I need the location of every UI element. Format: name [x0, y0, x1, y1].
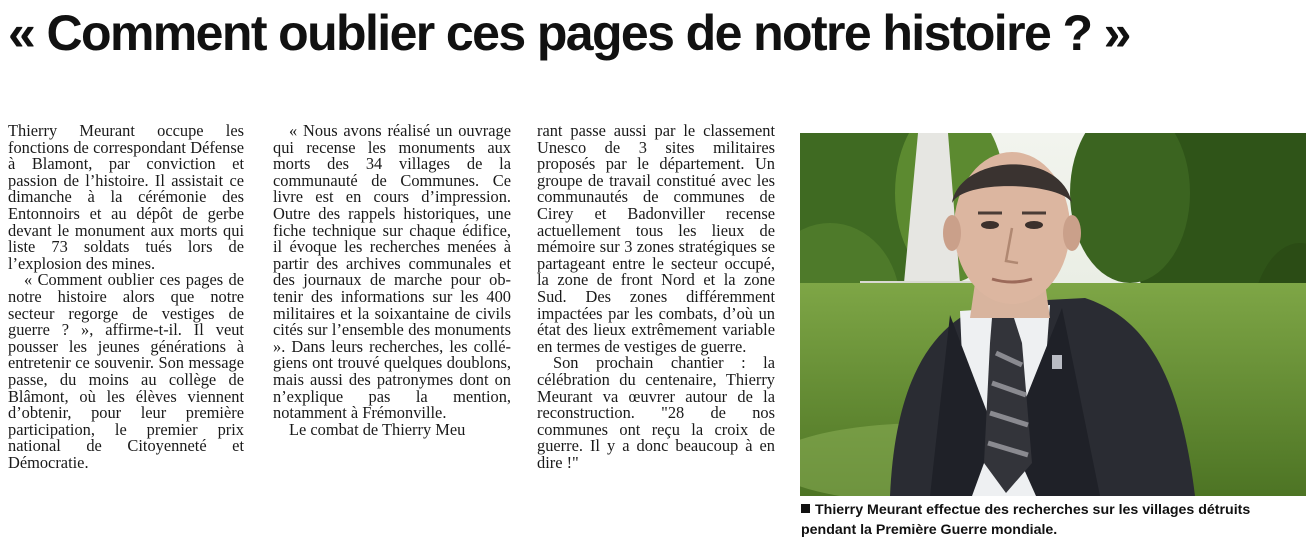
caption-text: Thierry Meurant effectue des recherches sur les villages détruits pendant la Première Guerre mondiale. [801, 502, 1251, 538]
portrait-photo [800, 133, 1306, 496]
paragraph: Son prochain chantier : la célébration du centenaire, Thierry Meurant va œuvrer autour de la reconstruction. "28 de nos communes ont reçu la croix de guerre. Il y a donc beaucoup à en dire !" [537, 353, 775, 472]
paragraph: Thierry Meurant occupe les fonctions de correspondant Défense à Blamont, par conviction et passion de l’histoire. Il assistait ce dimanche à la cérémonie des Entonnoirs et au dépôt de gerbe devant le monument aux morts qui liste 73 soldats tués lors de l’explosion des mines. [8, 121, 244, 273]
photo-caption [801, 500, 1307, 540]
paragraph: « Nous avons réalisé un ouvrage qui recense les monuments aux morts des 34 villages de la communauté de Communes. Ce livre est en cours d’impression. Outre des rappels historiques, une fiche technique sur chaque édifice, il évoque les recherches menées à partir des archives communales et des journaux de marche pour obtenir des informations sur les 400 militaires et la soixantaine de civils cités sur l’ensemble des monuments ». Dans leurs recherches, les collégiens ont trouvé quelques doublons, mais aussi des patronymes dont on n’explique pas la mention, notamment à Frémonville. [273, 121, 511, 423]
article-column-2 [273, 123, 511, 438]
article-column-1 [8, 123, 244, 471]
paragraph: rant passe aussi par le classement Unesco de 3 sites militaires proposés par le département. Un groupe de travail constitué avec les communautés de communes de Cirey et Badonviller recense actuellement tous les lieux de mémoire sur 3 zones stratégiques se partageant entre le secteur occupé, la zone de front Nord et la zone Sud. Des zones différemment impactées par les combats, d’où un état des lieux extrêmement variable en termes de vestiges de guerre. [537, 121, 775, 356]
article-headline: « Comment oublier ces pages de notre histoire ? » [8, 5, 1130, 61]
portrait-illustration [800, 133, 1306, 496]
article-column-3 [537, 123, 775, 471]
paragraph: Le combat de Thierry Meu [289, 419, 466, 439]
caption-bullet-icon [801, 504, 810, 513]
paragraph: « Comment oublier ces pages de notre histoire alors que notre secteur regorge de vestiges de guerre ? », affirme-t-il. Il veut pousser les jeunes générations à entretenir ce souvenir. Son message passe, du moins au collège de Blâmont, où les élèves viennent d’obtenir, pour leur première participation, le premier prix national de Citoyenneté et Démocratie. [8, 270, 244, 472]
